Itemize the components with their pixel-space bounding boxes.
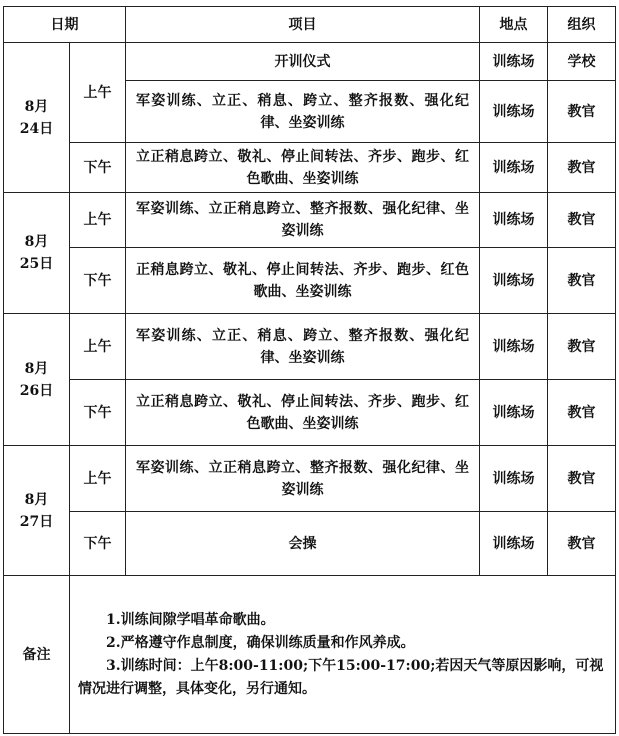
table-row: [4, 143, 616, 193]
location-cell: 训练场: [480, 193, 548, 248]
notes-cell: [70, 576, 616, 734]
date-cell: [4, 446, 70, 576]
date-month: 8月: [24, 491, 49, 508]
table-row: [4, 314, 616, 380]
date-cell: [4, 314, 70, 446]
notes-list: [78, 609, 607, 701]
period-cell: 下午: [70, 512, 126, 576]
organizer-cell: 教官: [548, 380, 616, 446]
table-row: [4, 446, 616, 512]
date-day: 24日: [19, 120, 54, 137]
table-row: [4, 43, 616, 81]
date-cell: [4, 193, 70, 314]
location-cell: 训练场: [480, 143, 548, 193]
table-row: [4, 380, 616, 446]
note-line: 1.训练间隙学唱革命歌曲。: [106, 611, 275, 628]
item-cell: 立正稍息跨立、敬礼、停止间转法、齐步、跑步、红色歌曲、坐姿训练: [126, 143, 480, 193]
location-cell: 训练场: [480, 380, 548, 446]
table-row: [4, 512, 616, 576]
period-cell: 下午: [70, 248, 126, 314]
table-row: [4, 193, 616, 248]
item-cell: 军姿训练、立正稍息跨立、整齐报数、强化纪律、坐姿训练: [126, 193, 480, 248]
organizer-cell: 教官: [548, 314, 616, 380]
note-line: 3.训练时间：上午8:00-11:00;下午15:00-17:00;若因天气等原因影响，可视情况进行调整，具体变化，另行通知。: [78, 657, 604, 697]
item-cell: 会操: [126, 512, 480, 576]
location-cell: 训练场: [480, 446, 548, 512]
organizer-cell: 教官: [548, 81, 616, 143]
location-cell: 训练场: [480, 512, 548, 576]
item-cell: 军姿训练、立正稍息跨立、整齐报数、强化纪律、坐姿训练: [126, 446, 480, 512]
item-cell: 开训仪式: [126, 43, 480, 81]
location-cell: 训练场: [480, 81, 548, 143]
period-cell: 上午: [70, 43, 126, 143]
header-date: 日期: [4, 7, 126, 43]
organizer-cell: 教官: [548, 512, 616, 576]
period-cell: 上午: [70, 314, 126, 380]
training-schedule-table: [3, 6, 616, 734]
item-cell: 军姿训练、立正、稍息、跨立、整齐报数、强化纪律、坐姿训练: [126, 314, 480, 380]
notes-label: 备注: [4, 576, 70, 734]
period-cell: 下午: [70, 143, 126, 193]
period-cell: 下午: [70, 380, 126, 446]
date-month: 8月: [24, 98, 49, 115]
header-location: 地点: [480, 7, 548, 43]
organizer-cell: 学校: [548, 43, 616, 81]
date-day: 26日: [19, 382, 54, 399]
item-cell: 正稍息跨立、敬礼、停止间转法、齐步、跑步、红色歌曲、坐姿训练: [126, 248, 480, 314]
organizer-cell: 教官: [548, 248, 616, 314]
date-month: 8月: [24, 234, 49, 250]
period-cell: 上午: [70, 193, 126, 248]
notes-row: [4, 576, 616, 734]
location-cell: 训练场: [480, 43, 548, 81]
period-cell: 上午: [70, 446, 126, 512]
header-row: [4, 7, 616, 43]
header-organizer: 组织: [548, 7, 616, 43]
date-day: 25日: [19, 256, 54, 272]
location-cell: 训练场: [480, 248, 548, 314]
organizer-cell: 教官: [548, 193, 616, 248]
item-cell: 军姿训练、立正、稍息、跨立、整齐报数、强化纪律、坐姿训练: [126, 81, 480, 143]
location-cell: 训练场: [480, 314, 548, 380]
item-cell: 立正稍息跨立、敬礼、停止间转法、齐步、跑步、红色歌曲、坐姿训练: [126, 380, 480, 446]
date-month: 8月: [24, 360, 49, 377]
date-day: 27日: [19, 513, 54, 530]
header-item: 项目: [126, 7, 480, 43]
date-cell: [4, 43, 70, 193]
table-row: [4, 248, 616, 314]
note-line: 2.严格遵守作息制度，确保训练质量和作风养成。: [106, 634, 415, 651]
organizer-cell: 教官: [548, 143, 616, 193]
organizer-cell: 教官: [548, 446, 616, 512]
